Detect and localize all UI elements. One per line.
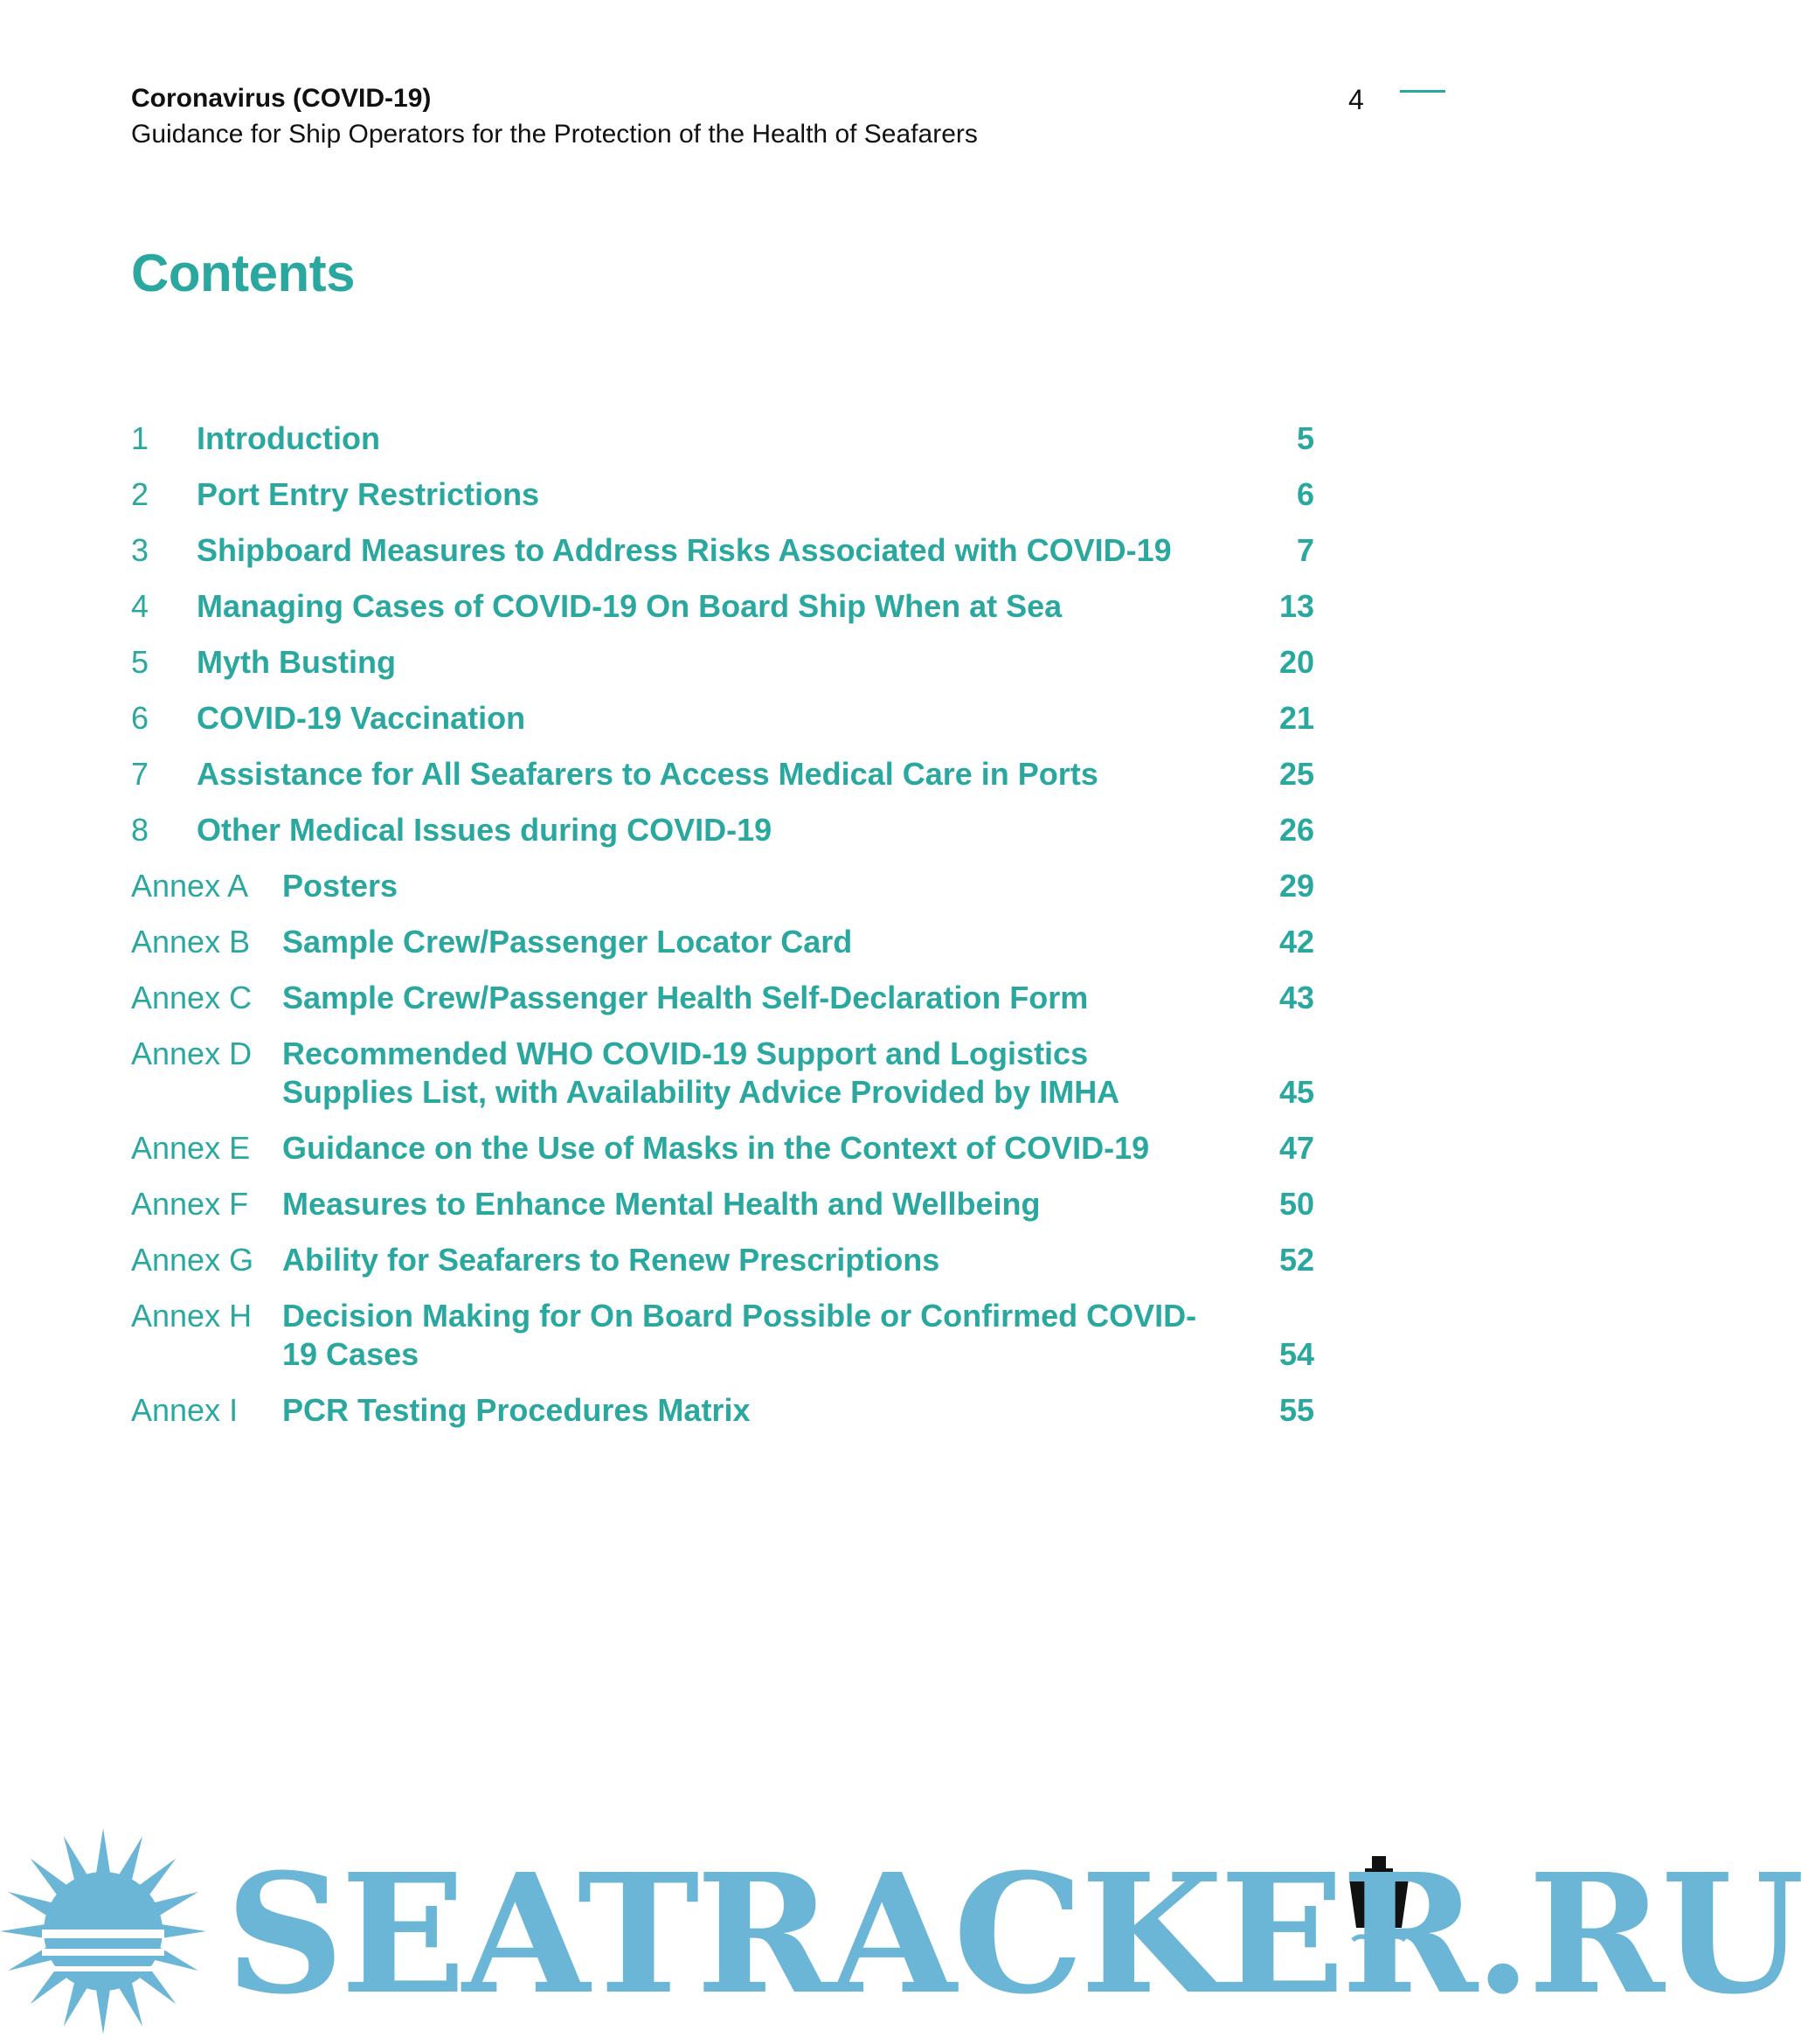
toc-entry-title: COVID-19 Vaccination xyxy=(197,700,526,736)
toc-entry-page: 13 xyxy=(1278,588,1314,624)
toc-annex-label: Annex C xyxy=(131,980,253,1015)
toc-annex-page: 55 xyxy=(1278,1392,1314,1428)
toc-annex-page: 29 xyxy=(1278,868,1314,904)
toc-annex-page: 43 xyxy=(1278,980,1314,1015)
toc-entry-page: 5 xyxy=(1296,420,1314,456)
toc-entry-page: 7 xyxy=(1296,532,1314,568)
page-number: 4 xyxy=(1348,84,1364,115)
toc-entry-page: 20 xyxy=(1278,644,1314,680)
toc-annex-title: PCR Testing Procedures Matrix xyxy=(282,1392,751,1428)
toc-entry-number: 5 xyxy=(131,644,149,680)
toc-annex-label: Annex I xyxy=(131,1392,239,1428)
toc-annex-title: Posters xyxy=(282,868,398,904)
toc-annex-title: Sample Crew/Passenger Health Self-Declaration Form xyxy=(282,980,1089,1015)
sun-icon xyxy=(0,1828,206,2034)
toc-entry-page: 25 xyxy=(1278,756,1314,792)
toc-annex-label: Annex H xyxy=(131,1298,253,1334)
toc-annex-label: Annex D xyxy=(131,1036,253,1071)
toc-annex-label: Annex G xyxy=(131,1242,254,1278)
toc-annex-title: Recommended WHO COVID-19 Support and Logistics Supplies List, with Availability Advice Provided by IMHA xyxy=(282,1036,1120,1110)
toc-entry-page: 21 xyxy=(1278,700,1314,736)
toc-entry-number: 3 xyxy=(131,532,149,568)
toc-entry-title: Shipboard Measures to Address Risks Associated with COVID-19 xyxy=(197,532,1172,568)
toc-annex-label: Annex A xyxy=(131,868,249,904)
watermark-text: SEATRACKER.RU xyxy=(225,1838,1801,2031)
toc-entry-title: Myth Busting xyxy=(197,644,396,680)
toc-annex-page: 50 xyxy=(1278,1186,1314,1222)
toc-entry-page: 6 xyxy=(1296,476,1314,512)
toc-entry-number: 8 xyxy=(131,812,149,848)
toc-entry-title: Assistance for All Seafarers to Access Medical Care in Ports xyxy=(197,756,1098,792)
toc-entry-title: Other Medical Issues during COVID-19 xyxy=(197,812,772,848)
document-subtitle: Guidance for Ship Operators for the Protection of the Health of Seafarers xyxy=(131,120,978,149)
toc-annex-page: 45 xyxy=(1278,1074,1314,1110)
toc-annex-label: Annex E xyxy=(131,1130,251,1166)
toc-entry-page: 26 xyxy=(1278,812,1314,848)
toc-annex-page: 42 xyxy=(1278,924,1314,960)
toc-annex-title: Decision Making for On Board Possible or Confirmed COVID-19 Cases xyxy=(282,1298,1197,1372)
toc-annex-title: Measures to Enhance Mental Health and Wellbeing xyxy=(282,1186,1041,1222)
toc-entry-title: Introduction xyxy=(197,420,380,456)
toc-annex-label: Annex B xyxy=(131,924,251,960)
toc-annex-label: Annex F xyxy=(131,1186,249,1222)
toc-entry-number: 1 xyxy=(131,420,149,456)
document-title: Coronavirus (COVID-19) xyxy=(131,84,432,113)
toc-annex-title: Sample Crew/Passenger Locator Card xyxy=(282,924,853,960)
contents-heading: Contents xyxy=(131,244,355,302)
toc-annex-page: 54 xyxy=(1278,1336,1314,1372)
toc-entry-number: 7 xyxy=(131,756,149,792)
toc-annex-page: 47 xyxy=(1278,1130,1314,1166)
toc-entry-title: Managing Cases of COVID-19 On Board Ship When at Sea xyxy=(197,588,1063,624)
toc-annex-title: Guidance on the Use of Masks in the Context of COVID-19 xyxy=(282,1130,1150,1166)
toc-annex-page: 52 xyxy=(1278,1242,1314,1278)
toc-entry-title: Port Entry Restrictions xyxy=(197,476,540,512)
header-accent-rule xyxy=(1400,90,1445,93)
toc-entry-number: 2 xyxy=(131,476,149,512)
toc-entry-number: 6 xyxy=(131,700,149,736)
toc-entry-number: 4 xyxy=(131,588,149,624)
toc-annex-title: Ability for Seafarers to Renew Prescriptions xyxy=(282,1242,940,1278)
